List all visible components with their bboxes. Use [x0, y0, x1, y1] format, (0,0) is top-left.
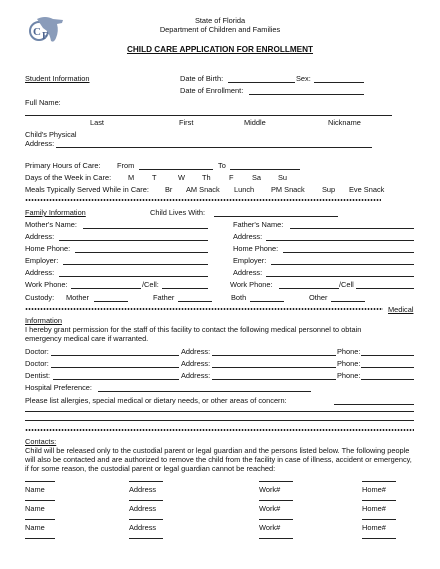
day-t[interactable]: T	[152, 173, 157, 182]
allergies-label: Please list allergies, special medical or dietary needs, or other areas of concern:	[25, 396, 287, 405]
custody-other-field[interactable]	[331, 301, 365, 302]
dentist-phone-label: Phone:	[337, 371, 361, 380]
meal-eve-snack[interactable]: Eve Snack	[349, 185, 385, 194]
mother-home-phone-field[interactable]	[75, 252, 208, 253]
day-m[interactable]: M	[128, 173, 135, 182]
custody-label: Custody:	[25, 293, 55, 302]
dentist-field[interactable]	[53, 379, 179, 380]
mother-address-label: Address:	[25, 232, 55, 241]
contact-1-address-label: Address	[129, 485, 157, 494]
custody-both-field[interactable]	[250, 301, 284, 302]
mother-employer-address-field[interactable]	[59, 276, 208, 277]
contact-1-home-field[interactable]	[362, 481, 396, 482]
mother-employer-label: Employer:	[25, 256, 59, 265]
mothers-name-label: Mother's Name:	[25, 220, 77, 229]
custody-father-label: Father	[153, 293, 175, 302]
contact-2-name-field[interactable]	[25, 500, 55, 501]
dentist-address-label: Address:	[181, 371, 211, 380]
dob-field[interactable]	[228, 82, 295, 83]
first-caption: First	[179, 118, 194, 127]
father-employer-address-field[interactable]	[266, 276, 414, 277]
sex-label: Sex:	[296, 74, 311, 83]
doctor-1-label: Doctor:	[25, 347, 49, 356]
father-employer-field[interactable]	[271, 264, 414, 265]
allergies-field-3[interactable]	[25, 420, 414, 421]
contact-4-address-field[interactable]	[129, 538, 163, 539]
dob-label: Date of Birth:	[180, 74, 224, 83]
contact-4-home-field[interactable]	[362, 538, 396, 539]
contact-3-home-field[interactable]	[362, 519, 396, 520]
father-work-phone-field[interactable]	[279, 288, 339, 289]
medical-info-heading: Information	[25, 316, 62, 325]
full-name-label: Full Name:	[25, 98, 61, 107]
father-cell-label: /Cell	[339, 280, 354, 289]
father-work-phone-label: Work Phone:	[230, 280, 273, 289]
contact-1-name-field[interactable]	[25, 481, 55, 482]
father-home-phone-field[interactable]	[283, 252, 414, 253]
middle-caption: Middle	[244, 118, 266, 127]
mother-home-phone-label: Home Phone:	[25, 244, 71, 253]
mother-employer-field[interactable]	[63, 264, 208, 265]
allergies-field-2[interactable]	[25, 411, 414, 412]
section-divider	[25, 307, 383, 311]
mothers-name-field[interactable]	[83, 228, 208, 229]
lives-with-label: Child Lives With:	[150, 208, 206, 217]
father-employer-label: Employer:	[233, 256, 267, 265]
section-divider	[25, 428, 414, 432]
mother-employer-address-label: Address:	[25, 268, 55, 277]
contact-4-work-field[interactable]	[259, 538, 293, 539]
doctor-2-phone-label: Phone:	[337, 359, 361, 368]
contact-2-home-field[interactable]	[362, 500, 396, 501]
contact-2-name-label: Name	[25, 504, 45, 513]
contact-1-home-label: Home#	[362, 485, 386, 494]
meal-am-snack[interactable]: AM Snack	[186, 185, 220, 194]
father-home-phone-label: Home Phone:	[233, 244, 279, 253]
fathers-name-label: Father's Name:	[233, 220, 284, 229]
contact-2-home-label: Home#	[362, 504, 386, 513]
meal-pm-snack[interactable]: PM Snack	[271, 185, 305, 194]
days-label: Days of the Week in Care:	[25, 173, 112, 182]
doctor-1-address-label: Address:	[181, 347, 211, 356]
mother-work-phone-label: Work Phone:	[25, 280, 68, 289]
to-label: To	[218, 161, 226, 170]
full-name-field[interactable]	[25, 115, 392, 116]
contact-3-home-label: Home#	[362, 523, 386, 532]
dentist-address-field[interactable]	[212, 379, 336, 380]
physical-address-label: Address:	[25, 139, 55, 148]
hospital-field[interactable]	[98, 391, 311, 392]
mother-work-phone-field[interactable]	[71, 288, 141, 289]
custody-mother-label: Mother	[66, 293, 90, 302]
meal-br[interactable]: Br	[165, 185, 173, 194]
contacts-heading: Contacts:	[25, 437, 57, 446]
day-su[interactable]: Su	[278, 173, 288, 182]
meal-lunch[interactable]: Lunch	[234, 185, 255, 194]
doctor-1-address-field[interactable]	[212, 355, 336, 356]
contact-3-name-field[interactable]	[25, 519, 55, 520]
day-w[interactable]: W	[178, 173, 185, 182]
sex-field[interactable]	[314, 82, 364, 83]
lives-with-field[interactable]	[214, 216, 338, 217]
contact-2-address-field[interactable]	[129, 500, 163, 501]
contact-1-name-label: Name	[25, 485, 45, 494]
meals-label: Meals Typically Served While in Care:	[25, 185, 149, 194]
contact-3-address-field[interactable]	[129, 519, 163, 520]
dentist-phone-field[interactable]	[361, 379, 414, 380]
dentist-label: Dentist:	[25, 371, 51, 380]
doctor-1-phone-label: Phone:	[337, 347, 361, 356]
page-title: CHILD CARE APPLICATION FOR ENROLLMENT	[126, 45, 314, 54]
student-info-heading: Student Information	[25, 74, 90, 83]
contact-4-name-field[interactable]	[25, 538, 55, 539]
contact-2-work-field[interactable]	[259, 500, 293, 501]
header-state: State of Florida	[194, 16, 246, 25]
doctor-2-address-label: Address:	[181, 359, 211, 368]
physical-address-field[interactable]	[56, 147, 372, 148]
contact-2-work-label: Work#	[259, 504, 281, 513]
from-label: From	[117, 161, 135, 170]
allergies-field-1[interactable]	[334, 404, 414, 405]
day-th[interactable]: Th	[202, 173, 211, 182]
header-department: Department of Children and Families	[159, 25, 281, 34]
contact-1-work-field[interactable]	[259, 481, 293, 482]
svg-text:F: F	[42, 31, 49, 42]
family-info-heading: Family Information	[25, 208, 86, 217]
meal-sup[interactable]: Sup	[322, 185, 336, 194]
section-divider	[25, 198, 381, 202]
doctor-1-field[interactable]	[51, 355, 179, 356]
doctor-2-label: Doctor:	[25, 359, 49, 368]
doctor-1-phone-field[interactable]	[361, 355, 414, 356]
contact-1-work-label: Work#	[259, 485, 281, 494]
custody-mother-field[interactable]	[94, 301, 128, 302]
father-employer-address-label: Address:	[233, 268, 263, 277]
last-caption: Last	[90, 118, 104, 127]
contact-3-work-field[interactable]	[259, 519, 293, 520]
from-field[interactable]	[139, 169, 213, 170]
father-address-label: Address:	[233, 232, 263, 241]
contact-3-name-label: Name	[25, 523, 45, 532]
custody-father-field[interactable]	[178, 301, 212, 302]
doctor-2-address-field[interactable]	[212, 367, 336, 368]
to-field[interactable]	[230, 169, 300, 170]
medical-permission-text: I hereby grant permission for the staff of this facility to contact the following medical personnel to obtain emergency medical care if warranted.	[25, 325, 362, 343]
hospital-label: Hospital Preference:	[25, 383, 92, 392]
father-cell-field[interactable]	[356, 288, 414, 289]
svg-text:C: C	[33, 26, 41, 38]
doctor-2-field[interactable]	[51, 367, 179, 368]
contact-3-work-label: Work#	[259, 523, 281, 532]
mother-address-field[interactable]	[59, 240, 208, 241]
fathers-name-field[interactable]	[290, 228, 414, 229]
physical-label: Child's Physical	[25, 130, 77, 139]
mother-cell-label: /Cell:	[142, 280, 159, 289]
enrollment-field[interactable]	[249, 94, 364, 95]
custody-both-label: Both	[231, 293, 247, 302]
father-address-field[interactable]	[266, 240, 414, 241]
custody-other-label: Other	[309, 293, 328, 302]
day-f[interactable]: F	[229, 173, 234, 182]
medical-heading: Medical	[388, 305, 414, 314]
contact-2-address-label: Address	[129, 504, 157, 513]
hours-label: Primary Hours of Care:	[25, 161, 101, 170]
day-sa[interactable]: Sa	[252, 173, 262, 182]
enrollment-label: Date of Enrollment:	[180, 86, 244, 95]
mother-cell-field[interactable]	[162, 288, 208, 289]
contacts-text: Child will be released only to the custodial parent or legal guardian and the persons listed below. The following people will also be contacted and are authorized to remove the child from the facility in case of illness, accident or emergency, if for some reason, the custodial parent or legal guardian cannot be reached:	[25, 446, 412, 473]
nickname-caption: Nickname	[328, 118, 361, 127]
doctor-2-phone-field[interactable]	[361, 367, 414, 368]
contact-1-address-field[interactable]	[129, 481, 163, 482]
contact-3-address-label: Address	[129, 523, 157, 532]
